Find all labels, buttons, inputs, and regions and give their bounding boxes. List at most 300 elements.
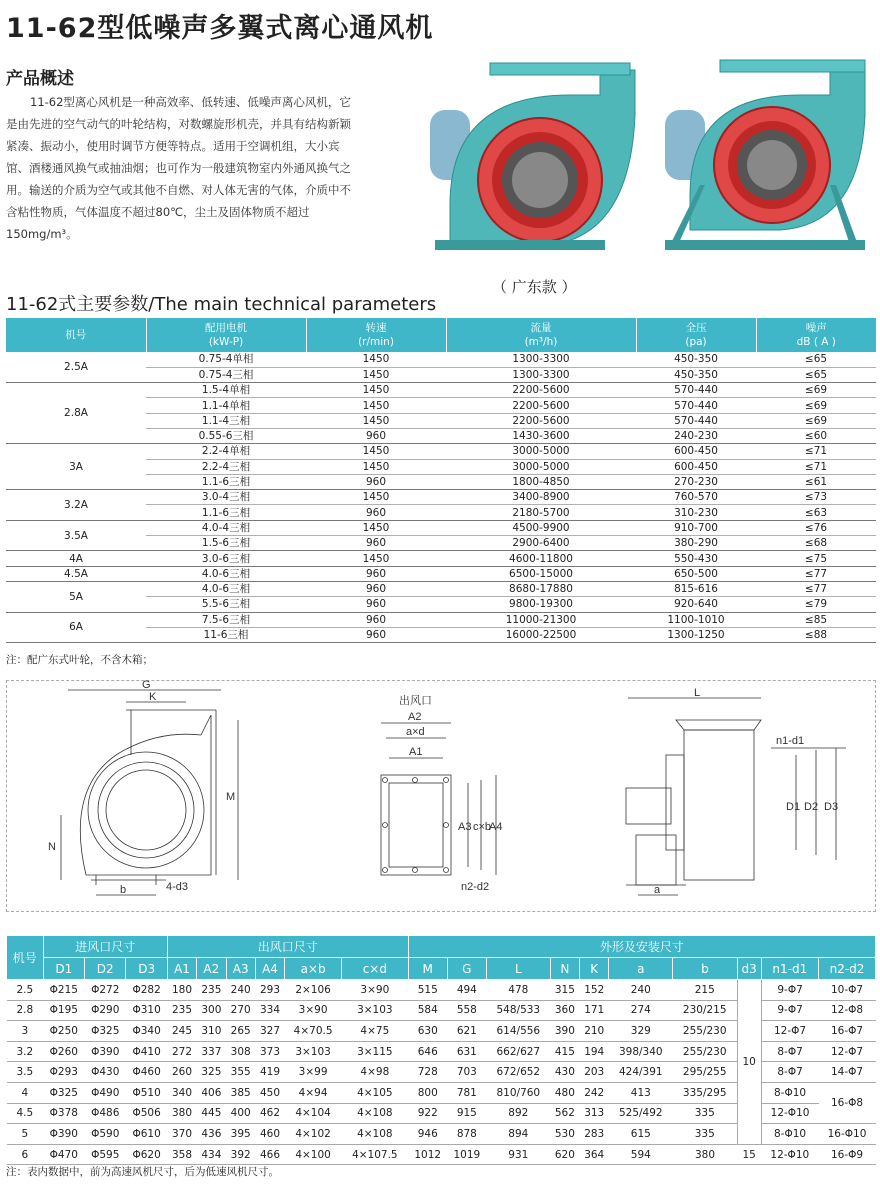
table-cell: ≤71 — [756, 459, 876, 474]
table-cell: 3.0-4三相 — [146, 490, 306, 505]
table-cell: Φ430 — [85, 1062, 126, 1083]
table-cell: 2200-5600 — [446, 398, 636, 413]
table-cell: Φ390 — [43, 1124, 84, 1145]
dim-label-G: G — [142, 680, 151, 691]
table-cell: ≤76 — [756, 520, 876, 535]
table-cell: 415 — [550, 1041, 579, 1062]
table-cell: 1450 — [306, 352, 446, 367]
table-cell: 6500-15000 — [446, 566, 636, 581]
table-cell: 8-Φ10 — [761, 1082, 818, 1103]
outlet-drawing — [381, 723, 496, 875]
table-cell: Φ486 — [85, 1103, 126, 1124]
table-cell: 1.1-6三相 — [146, 505, 306, 520]
table-cell: 9-Φ7 — [761, 1000, 818, 1021]
t2-group-header: 出风口尺寸 — [167, 936, 408, 958]
table-cell: 5 — [7, 1124, 44, 1145]
table-cell: Φ506 — [126, 1103, 167, 1124]
table-cell: 12-Φ10 — [761, 1103, 818, 1124]
table-cell: 325 — [197, 1062, 226, 1083]
t2-sub-header: M — [408, 958, 447, 980]
table-cell: 703 — [447, 1062, 486, 1083]
table-cell: 16-Φ9 — [819, 1144, 876, 1165]
table-cell: 335/295 — [673, 1082, 738, 1103]
table-cell: 10-Φ7 — [819, 980, 876, 1001]
table-cell: 480 — [550, 1082, 579, 1103]
table-cell: 4 — [7, 1082, 44, 1103]
model-cell: 4A — [6, 551, 146, 566]
table-cell: 1100-1010 — [636, 612, 756, 627]
table-cell: 760-570 — [636, 490, 756, 505]
dim-label-M: M — [226, 791, 236, 803]
table-cell: 892 — [486, 1103, 550, 1124]
table-cell: 283 — [580, 1124, 609, 1145]
note-dimensions: 注：表内数据中，前为高速风机尺寸，后为低速风机尺寸。 — [6, 1166, 279, 1178]
table-cell: 650-500 — [636, 566, 756, 581]
dim-label-b: b — [120, 884, 127, 896]
table-cell: Φ282 — [126, 980, 167, 1001]
table-cell: 1019 — [447, 1144, 486, 1165]
table-cell: 315 — [550, 980, 579, 1001]
table-cell: 265 — [226, 1021, 255, 1042]
performance-table — [6, 318, 876, 643]
table-cell: 2180-5700 — [446, 505, 636, 520]
table-cell: 1.1-4三相 — [146, 413, 306, 428]
table-cell: 308 — [226, 1041, 255, 1062]
model-cell: 6A — [6, 612, 146, 643]
table-cell: 334 — [255, 1000, 284, 1021]
t2-sub-header: A2 — [197, 958, 226, 980]
table-cell: 392 — [226, 1144, 255, 1165]
table-cell: 3×103 — [342, 1000, 409, 1021]
table-cell: Φ470 — [43, 1144, 84, 1165]
table-cell: ≤85 — [756, 612, 876, 627]
table-cell: ≤65 — [756, 367, 876, 382]
table-cell: 728 — [408, 1062, 447, 1083]
table-cell: 2200-5600 — [446, 413, 636, 428]
table-cell: 373 — [255, 1041, 284, 1062]
dim-label-D3: D3 — [824, 801, 839, 813]
table-cell: 3000-5000 — [446, 444, 636, 459]
table-cell: 406 — [197, 1082, 226, 1103]
table-cell: 1450 — [306, 444, 446, 459]
table-row — [6, 383, 876, 398]
table-cell: 327 — [255, 1021, 284, 1042]
table-cell: 6 — [7, 1144, 44, 1165]
model-cell: 2.8A — [6, 383, 146, 444]
table-cell: 4.0-6三相 — [146, 566, 306, 581]
table-cell: 390 — [550, 1021, 579, 1042]
table-cell: 424/391 — [609, 1062, 673, 1083]
table-row — [6, 612, 876, 627]
table-cell: 445 — [197, 1103, 226, 1124]
table-cell: 14-Φ7 — [819, 1062, 876, 1083]
table-cell: ≤88 — [756, 627, 876, 642]
dim-label-L: L — [694, 687, 701, 699]
table-cell: 8-Φ10 — [761, 1124, 818, 1145]
table-cell: 8680-17880 — [446, 581, 636, 596]
t1-header-cell — [446, 318, 636, 352]
table-cell: 570-440 — [636, 413, 756, 428]
dimensions-table — [6, 935, 876, 1165]
table-cell: Φ250 — [43, 1021, 84, 1042]
table-cell: 815-616 — [636, 581, 756, 596]
table-cell: 600-450 — [636, 444, 756, 459]
table-cell: 960 — [306, 597, 446, 612]
table-cell: 562 — [550, 1103, 579, 1124]
table-cell: 450 — [255, 1082, 284, 1103]
table-cell: 3×90 — [285, 1000, 342, 1021]
table-cell: 194 — [580, 1041, 609, 1062]
table-cell: Φ595 — [85, 1144, 126, 1165]
table-cell: 614/556 — [486, 1021, 550, 1042]
model-cell: 2.5A — [6, 352, 146, 383]
dim-label-A4: A4 — [489, 821, 503, 833]
table-cell: 584 — [408, 1000, 447, 1021]
dim-label-A3: A3 — [458, 821, 472, 833]
table-cell: 1450 — [306, 383, 446, 398]
page-title: 11-62型低噪声多翼式离心通风机 — [6, 13, 434, 44]
table-cell: 242 — [580, 1082, 609, 1103]
t2-sub-header: c×d — [342, 958, 409, 980]
table-cell: 570-440 — [636, 398, 756, 413]
table-cell: 931 — [486, 1144, 550, 1165]
dim-label-D2: D2 — [804, 801, 819, 813]
table-cell: 8-Φ7 — [761, 1062, 818, 1083]
table-cell: 1300-3300 — [446, 352, 636, 367]
table-cell: 400 — [226, 1103, 255, 1124]
table-cell: 922 — [408, 1103, 447, 1124]
table-cell: 11-6三相 — [146, 627, 306, 642]
model-cell: 4.5A — [6, 566, 146, 581]
table-row — [6, 444, 876, 459]
table-cell: 530 — [550, 1124, 579, 1145]
table-cell: 335 — [673, 1103, 738, 1124]
t1-header-cell — [6, 318, 146, 352]
table-row — [6, 352, 876, 367]
dim-label-cxb: c×b — [473, 821, 492, 833]
dim-label-n2-d2: n2-d2 — [461, 881, 490, 893]
table-cell: Φ410 — [126, 1041, 167, 1062]
table-cell: 630 — [408, 1021, 447, 1042]
table-cell: Φ272 — [85, 980, 126, 1001]
table-cell: 915 — [447, 1103, 486, 1124]
table-cell: 4×98 — [342, 1062, 409, 1083]
table-cell: 12-Φ8 — [819, 1000, 876, 1021]
t1-header-cell — [306, 318, 446, 352]
table-cell: 9-Φ7 — [761, 980, 818, 1001]
table-cell: 260 — [167, 1062, 196, 1083]
table-cell: 3000-5000 — [446, 459, 636, 474]
table-cell: 4×108 — [342, 1103, 409, 1124]
table-cell: 335 — [673, 1124, 738, 1145]
table-cell: 3×99 — [285, 1062, 342, 1083]
table-cell: 3×90 — [342, 980, 409, 1001]
model-cell: 3.5A — [6, 520, 146, 551]
table-cell: ≤73 — [756, 490, 876, 505]
dim-label-D1: D1 — [786, 801, 801, 813]
t2-sub-header: K — [580, 958, 609, 980]
table-cell: 235 — [167, 1000, 196, 1021]
table-cell: 4×94 — [285, 1082, 342, 1103]
t2-group-header: 机号 — [7, 936, 44, 980]
table-cell: 946 — [408, 1124, 447, 1145]
table-cell: 1.5-4单相 — [146, 383, 306, 398]
overview-text: 11-62型离心风机是一种高效率、低转速、低噪声离心风机，它是由先进的空气动气的叶轮结构，对数螺旋形机壳，并具有结构新颖紧凑、振动小，使用时调节方便等特点。适用于空调机组，大小宾馆、酒楼通风换气或抽油烟；也可作为一般建筑物室内外通风换气之用。输送的介质为空气或其他不自燃、对人体无害的气体，介质中不含粘性物质，气体温度不超过80℃，尘土及固体物质不超过150mg/m³。 — [6, 95, 351, 241]
table-cell: 570-440 — [636, 383, 756, 398]
t2-sub-header: D2 — [85, 958, 126, 980]
t2-sub-header: D1 — [43, 958, 84, 980]
table-cell: 558 — [447, 1000, 486, 1021]
table-cell: 460 — [255, 1124, 284, 1145]
t2-sub-header: A3 — [226, 958, 255, 980]
table-cell: 419 — [255, 1062, 284, 1083]
side-view-drawing — [626, 698, 846, 895]
table-cell: 4×105 — [342, 1082, 409, 1103]
dim-label-4-d3: 4-d3 — [166, 881, 189, 893]
t2-sub-header: n2-d2 — [819, 958, 876, 980]
table-cell: ≤68 — [756, 536, 876, 551]
table-cell: 12-Φ7 — [819, 1041, 876, 1062]
table-cell: 355 — [226, 1062, 255, 1083]
table-cell: 3 — [7, 1021, 44, 1042]
table-cell: 615 — [609, 1124, 673, 1145]
table-cell: 171 — [580, 1000, 609, 1021]
t2-group-header: 外形及安装尺寸 — [408, 936, 875, 958]
model-cell: 5A — [6, 581, 146, 612]
table-cell: 16-Φ7 — [819, 1021, 876, 1042]
table-cell: 1450 — [306, 459, 446, 474]
table-cell: 525/492 — [609, 1103, 673, 1124]
table-cell: 600-450 — [636, 459, 756, 474]
table-cell: 2200-5600 — [446, 383, 636, 398]
table-cell: 450-350 — [636, 352, 756, 367]
table-cell: 152 — [580, 980, 609, 1001]
table-cell: 478 — [486, 980, 550, 1001]
table-cell: 255/230 — [673, 1021, 738, 1042]
table-row — [6, 490, 876, 505]
table-cell: 180 — [167, 980, 196, 1001]
table-cell: 12-Φ10 — [761, 1144, 818, 1165]
dim-label-a: a — [654, 884, 661, 896]
table-cell: 434 — [197, 1144, 226, 1165]
table-cell: 2.5 — [7, 980, 44, 1001]
t2-group-header: 进风口尺寸 — [43, 936, 167, 958]
t1-header-line: (pa) — [685, 336, 707, 348]
params-heading: 11-62式主要参数/The main technical parameters — [6, 294, 437, 315]
table-cell: 274 — [609, 1000, 673, 1021]
t2-sub-header: a — [609, 958, 673, 980]
table-cell: 1300-1250 — [636, 627, 756, 642]
table-cell: 1.1-6三相 — [146, 474, 306, 489]
table-cell: ≤61 — [756, 474, 876, 489]
table-cell: 8-Φ7 — [761, 1041, 818, 1062]
table-cell: 235 — [197, 980, 226, 1001]
model-cell: 3A — [6, 444, 146, 490]
table-cell: 395 — [226, 1124, 255, 1145]
table-cell: 7.5-6三相 — [146, 612, 306, 627]
table-cell: 646 — [408, 1041, 447, 1062]
t2-sub-header: L — [486, 958, 550, 980]
t1-header-cell — [146, 318, 306, 352]
table-cell: 4×100 — [285, 1144, 342, 1165]
table-cell: 3.5 — [7, 1062, 44, 1083]
table-cell: Φ290 — [85, 1000, 126, 1021]
table-cell: 370 — [167, 1124, 196, 1145]
table-cell: 4.0-6三相 — [146, 581, 306, 596]
table-cell: Φ195 — [43, 1000, 84, 1021]
table-cell: 1450 — [306, 520, 446, 535]
table-cell: 960 — [306, 474, 446, 489]
table-cell: 894 — [486, 1124, 550, 1145]
table-cell: 364 — [580, 1144, 609, 1165]
table-cell: 3400-8900 — [446, 490, 636, 505]
dim-label-n1-d1: n1-d1 — [776, 735, 805, 747]
t1-header-line: (m³/h) — [524, 336, 558, 348]
outlet-title: 出风口 — [399, 695, 432, 707]
t1-header-line: 噪声 — [805, 322, 827, 334]
table-cell: 1430-3600 — [446, 428, 636, 443]
table-cell: 4.0-4三相 — [146, 520, 306, 535]
table-cell: 1800-4850 — [446, 474, 636, 489]
table-cell: 620 — [550, 1144, 579, 1165]
table-cell: Φ215 — [43, 980, 84, 1001]
table-cell: 462 — [255, 1103, 284, 1124]
table-cell: 1450 — [306, 490, 446, 505]
table-cell: 800 — [408, 1082, 447, 1103]
table-row — [6, 551, 876, 566]
dimension-drawings — [6, 680, 876, 912]
table-cell: ≤71 — [756, 444, 876, 459]
table-cell: 11000-21300 — [446, 612, 636, 627]
table-cell: Φ325 — [43, 1082, 84, 1103]
table-cell: ≤65 — [756, 352, 876, 367]
table-cell: 430 — [550, 1062, 579, 1083]
table-cell: Φ460 — [126, 1062, 167, 1083]
table-cell: 910-700 — [636, 520, 756, 535]
note-impeller: 注：配广东式叶轮，不含木箱； — [6, 654, 153, 666]
table-cell: 398/340 — [609, 1041, 673, 1062]
fan-image-right — [665, 60, 865, 250]
table-cell: 210 — [580, 1021, 609, 1042]
table-cell: 413 — [609, 1082, 673, 1103]
table-cell: 380 — [673, 1144, 738, 1165]
table-cell: 4600-11800 — [446, 551, 636, 566]
table-cell: 960 — [306, 581, 446, 596]
table-cell: 781 — [447, 1082, 486, 1103]
front-view-drawing — [61, 690, 238, 895]
table-cell: 240 — [609, 980, 673, 1001]
table-cell: 662/627 — [486, 1041, 550, 1062]
table-cell: Φ378 — [43, 1103, 84, 1124]
table-cell: Φ590 — [85, 1124, 126, 1145]
table-cell: 1.1-4单相 — [146, 398, 306, 413]
t1-header-line: 转速 — [365, 322, 387, 334]
table-cell: 313 — [580, 1103, 609, 1124]
table-cell: 230/215 — [673, 1000, 738, 1021]
table-cell: Φ510 — [126, 1082, 167, 1103]
table-cell: 548/533 — [486, 1000, 550, 1021]
table-cell: 2.8 — [7, 1000, 44, 1021]
table-cell: 337 — [197, 1041, 226, 1062]
t2-sub-header: d3 — [737, 958, 761, 980]
table-cell: 672/652 — [486, 1062, 550, 1083]
table-cell: 293 — [255, 980, 284, 1001]
table-cell: 2900-6400 — [446, 536, 636, 551]
t2-sub-header: A1 — [167, 958, 196, 980]
table-cell: 240 — [226, 980, 255, 1001]
dim-label-A2: A2 — [408, 711, 422, 723]
t1-header-line: (kW-P) — [208, 336, 244, 348]
table-cell: 1450 — [306, 551, 446, 566]
table-cell: ≤69 — [756, 413, 876, 428]
table-cell: 515 — [408, 980, 447, 1001]
overview-heading: 产品概述 — [6, 69, 74, 89]
table-cell: ≤77 — [756, 566, 876, 581]
table-cell: 1450 — [306, 413, 446, 428]
table-cell: Φ490 — [85, 1082, 126, 1103]
t1-header-line: 全压 — [685, 322, 707, 334]
fan-caption: （ 广东款 ） — [492, 278, 577, 296]
table-cell: 255/230 — [673, 1041, 738, 1062]
table-cell: 2.2-4单相 — [146, 444, 306, 459]
table-cell: ≤63 — [756, 505, 876, 520]
table-cell: 1450 — [306, 398, 446, 413]
table-cell: ≤79 — [756, 597, 876, 612]
table-cell: 3.2 — [7, 1041, 44, 1062]
table-cell: Φ620 — [126, 1144, 167, 1165]
table-cell: 9800-19300 — [446, 597, 636, 612]
table-cell: 300 — [197, 1000, 226, 1021]
table-cell: 310-230 — [636, 505, 756, 520]
table-cell: Φ260 — [43, 1041, 84, 1062]
table-cell: 4×104 — [285, 1103, 342, 1124]
table-cell: ≤77 — [756, 581, 876, 596]
table-cell: 385 — [226, 1082, 255, 1103]
table-cell: 272 — [167, 1041, 196, 1062]
t2-sub-header: G — [447, 958, 486, 980]
table-cell: 1.5-6三相 — [146, 536, 306, 551]
table-cell: 1012 — [408, 1144, 447, 1165]
t1-header-line: 机号 — [65, 329, 87, 341]
table-cell: 358 — [167, 1144, 196, 1165]
table-cell: 4×107.5 — [342, 1144, 409, 1165]
table-cell: ≤75 — [756, 551, 876, 566]
table-cell: 960 — [306, 566, 446, 581]
table-cell: 4.5 — [7, 1103, 44, 1124]
table-cell: 295/255 — [673, 1062, 738, 1083]
table-cell: 4×70.5 — [285, 1021, 342, 1042]
dim-label-axd: a×d — [406, 726, 425, 738]
table-cell: 380-290 — [636, 536, 756, 551]
table-cell: 4500-9900 — [446, 520, 636, 535]
t1-header-line: 流量 — [530, 322, 552, 334]
table-cell: Φ610 — [126, 1124, 167, 1145]
table-cell: 450-350 — [636, 367, 756, 382]
table-cell: 494 — [447, 980, 486, 1001]
table-cell: 436 — [197, 1124, 226, 1145]
table-row — [7, 1144, 876, 1165]
table-cell: 960 — [306, 505, 446, 520]
table-cell: 16000-22500 — [446, 627, 636, 642]
table-cell: 380 — [167, 1103, 196, 1124]
table-cell: 329 — [609, 1021, 673, 1042]
table-row — [7, 980, 876, 1001]
table-cell: 270 — [226, 1000, 255, 1021]
table-cell: 0.75-4单相 — [146, 352, 306, 367]
fan-image-left — [430, 63, 635, 250]
table-cell: 245 — [167, 1021, 196, 1042]
table-row — [6, 566, 876, 581]
